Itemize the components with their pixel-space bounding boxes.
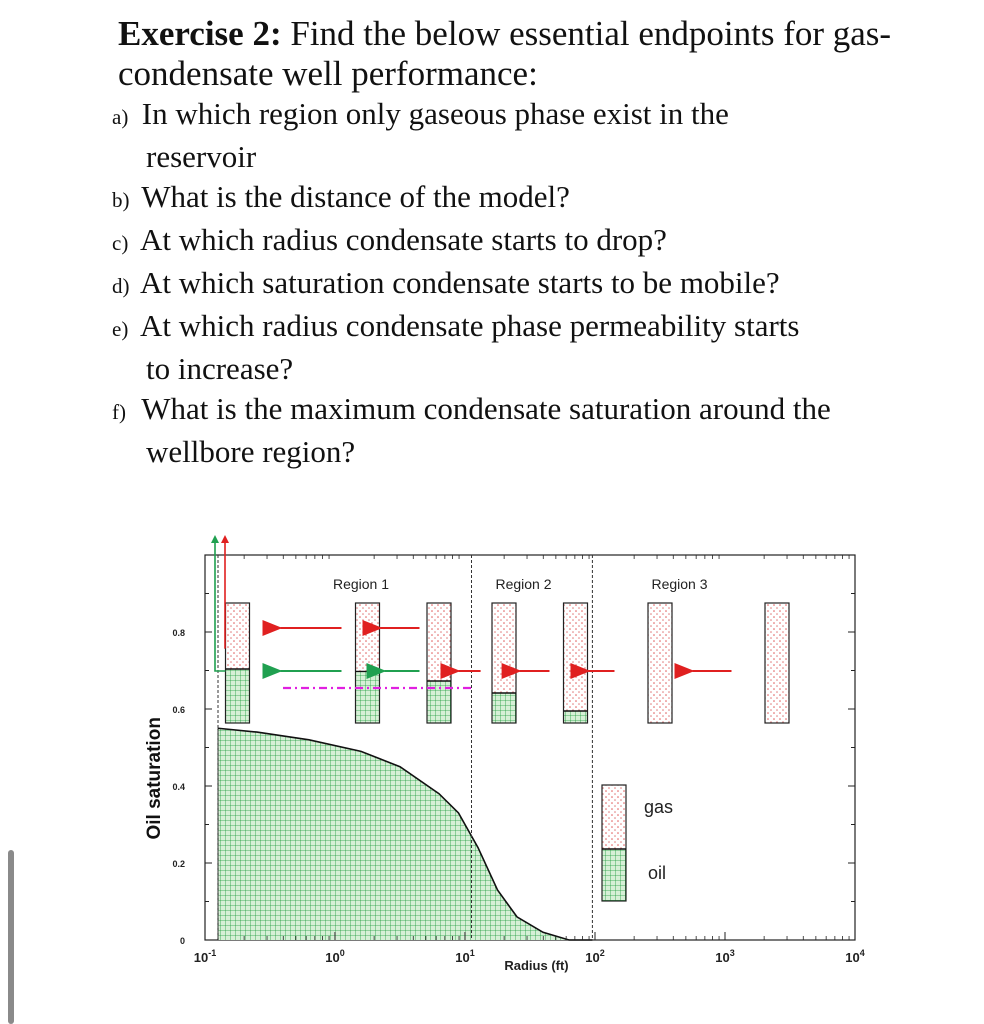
region-label: Region 3 (651, 576, 708, 592)
x-tick-label: $10^2$ (585, 948, 605, 965)
x-tick-label: $10^0$ (325, 948, 345, 965)
oil-saturation-area (218, 728, 592, 940)
question-item (112, 263, 918, 306)
question-text: What is the distance of the model? (134, 179, 570, 214)
x-tick-label: $10^3$ (715, 948, 735, 965)
y-tick-label: 0 (179, 936, 185, 946)
x-tick-label: $10^{-1}$ (193, 948, 217, 965)
exercise-title-cont: condensate well performance: (118, 54, 538, 93)
legend-oil-swatch (602, 849, 626, 901)
question-text-cont: reservoir (146, 139, 257, 174)
question-label: c) (112, 231, 129, 255)
question-item (112, 177, 918, 220)
question-item (112, 306, 918, 389)
oil-saturation-chart (130, 525, 870, 995)
green-indicator-arrowhead (211, 535, 219, 543)
x-axis-label: Radius (ft) (504, 958, 569, 973)
column-gas-fill (564, 603, 588, 711)
column-gas-fill (226, 603, 250, 669)
legend-gas-swatch (602, 785, 626, 849)
region-label: Region 1 (332, 576, 390, 592)
column-gas-fill (356, 603, 380, 671)
column-gas-fill (492, 603, 516, 693)
red-indicator-line (225, 537, 226, 648)
question-text: In which region only gaseous phase exist in the (134, 96, 729, 131)
scrollbar[interactable] (8, 850, 14, 1024)
y-tick-label: 0.8 (172, 628, 185, 638)
column-gas-fill (648, 603, 672, 723)
question-text: At which radius condensate starts to drop? (134, 222, 667, 257)
y-tick-label: 0.6 (172, 705, 185, 715)
question-label: e) (112, 317, 129, 341)
exercise-title: Exercise 2: Find the below essential endpoints for gas- (118, 14, 892, 53)
x-tick-exponent: 3 (729, 948, 735, 958)
column-oil-fill (564, 711, 588, 723)
question-text: What is the maximum condensate saturation around the (134, 391, 831, 426)
x-tick-exponent: -1 (208, 948, 217, 958)
question-text: At which radius condensate phase permeability starts (134, 308, 800, 343)
x-tick-exponent: 1 (469, 948, 475, 958)
column-oil-fill (226, 669, 250, 723)
question-label: b) (112, 188, 130, 212)
question-text-cont: wellbore region? (146, 434, 356, 469)
question-list (112, 94, 918, 472)
x-tick-label: $10^1$ (455, 948, 475, 965)
column-oil-fill (492, 693, 516, 723)
question-text-cont: to increase? (146, 351, 294, 386)
legend-oil-label: oil (648, 863, 667, 883)
question-text: At which saturation condensate starts to be mobile? (134, 265, 780, 300)
column-gas-fill (427, 603, 451, 681)
column-oil-fill (356, 671, 380, 723)
x-tick-label: $10^4$ (845, 948, 865, 965)
question-item (112, 94, 918, 177)
y-axis-label: Oil saturation (144, 717, 165, 840)
question-label: a) (112, 105, 129, 129)
green-indicator-line (215, 537, 226, 671)
x-tick-exponent: 2 (599, 948, 605, 958)
question-label: d) (112, 274, 130, 298)
x-tick-exponent: 4 (859, 948, 865, 958)
y-tick-label: 0.4 (172, 782, 185, 792)
exercise-text (112, 14, 918, 472)
red-indicator-arrowhead (221, 535, 229, 543)
legend-gas-label: gas (644, 797, 674, 817)
question-item (112, 389, 918, 472)
question-item (112, 220, 918, 263)
region-label: Region 2 (495, 576, 552, 592)
x-tick-exponent: 0 (339, 948, 345, 958)
question-label: f) (112, 400, 126, 424)
column-gas-fill (765, 603, 789, 723)
y-tick-label: 0.2 (172, 859, 185, 869)
